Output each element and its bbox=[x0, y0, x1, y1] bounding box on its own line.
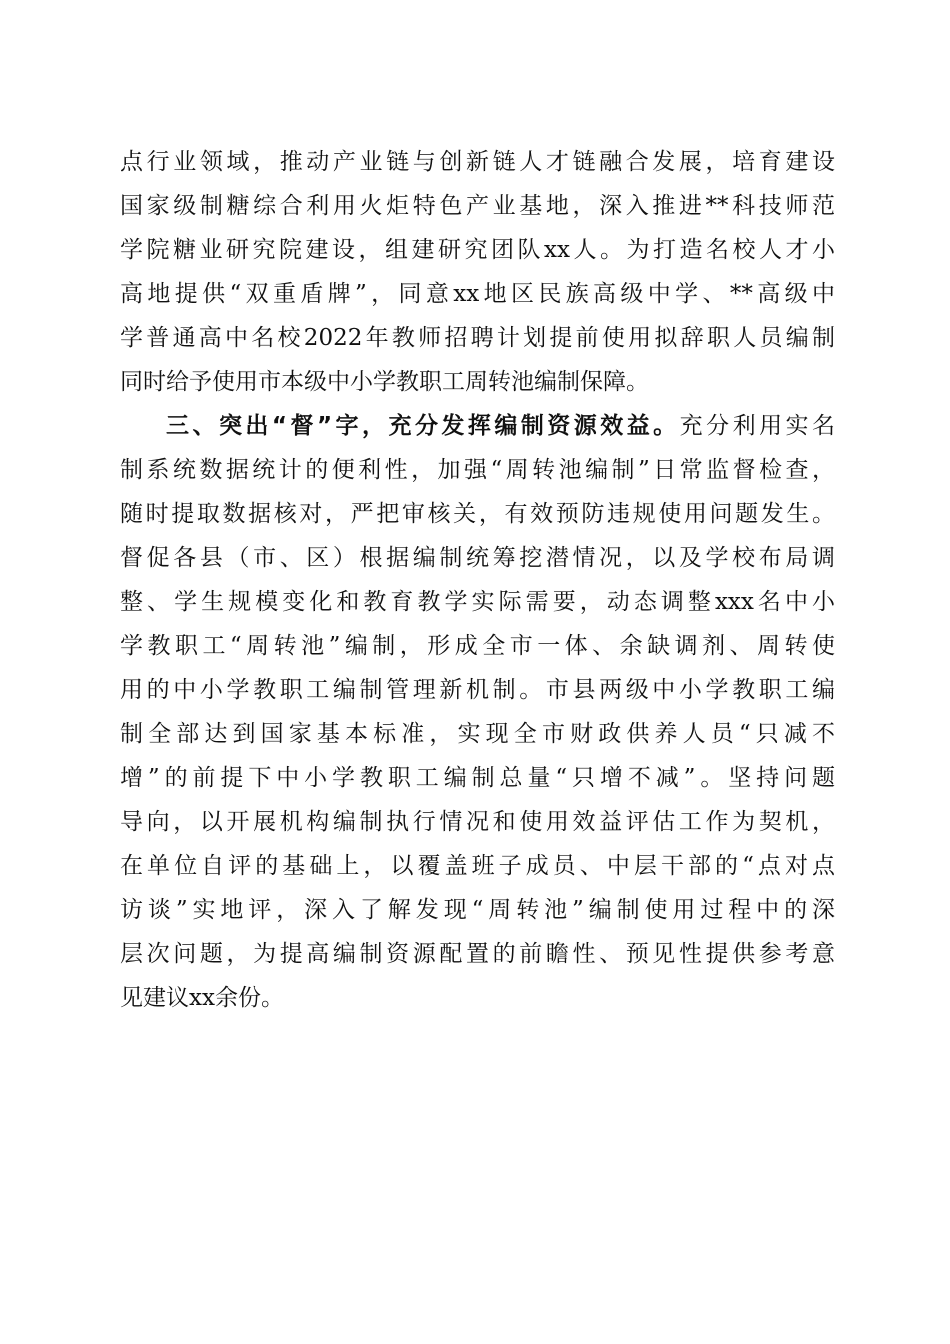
text-line: 增”的前提下中小学教职工编制总量“只增不减”。坚持问题 bbox=[120, 765, 835, 791]
text-line: 学院糖业研究院建设，组建研究团队xx人。为打造名校人才小 bbox=[120, 237, 835, 263]
text-line: 点行业领域，推动产业链与创新链人才链融合发展，培育建设 bbox=[120, 149, 835, 175]
text-line: 制系统数据统计的便利性，加强“周转池编制”日常监督检查， bbox=[120, 457, 835, 483]
text-line: 国家级制糖综合利用火炬特色产业基地，深入推进**科技师范 bbox=[120, 193, 835, 219]
text-line: 制全部达到国家基本标准，实现全市财政供养人员“只减不 bbox=[120, 721, 835, 747]
text-line: 随时提取数据核对，严把审核关，有效预防违规使用问题发生。 bbox=[120, 501, 835, 527]
text-line: 访谈”实地评，深入了解发现“周转池”编制使用过程中的深 bbox=[120, 897, 835, 923]
text-line: 同时给予使用市本级中小学教职工周转池编制保障。 bbox=[120, 369, 649, 395]
text-line: 用的中小学教职工编制管理新机制。市县两级中小学教职工编 bbox=[120, 677, 835, 703]
section-first-line bbox=[120, 404, 835, 448]
text-fragment: 充分利用实名 bbox=[679, 413, 836, 439]
text-line: 导向，以开展机构编制执行情况和使用效益评估工作为契机， bbox=[120, 809, 835, 835]
text-line: 高地提供“双重盾牌”，同意xx地区民族高级中学、**高级中 bbox=[120, 281, 835, 307]
section-heading: 三、突出“督”字，充分发挥编制资源效益。 bbox=[166, 413, 680, 439]
document-body bbox=[120, 140, 835, 1020]
text-line: 学教职工“周转池”编制，形成全市一体、余缺调剂、周转使 bbox=[120, 633, 835, 659]
paragraph-1 bbox=[120, 140, 835, 404]
text-line: 在单位自评的基础上，以覆盖班子成员、中层干部的“点对点 bbox=[120, 853, 835, 879]
paragraph-2 bbox=[120, 404, 835, 1020]
text-line: 层次问题，为提高编制资源配置的前瞻性、预见性提供参考意 bbox=[120, 941, 835, 967]
text-line: 督促各县（市、区）根据编制统筹挖潜情况，以及学校布局调 bbox=[120, 545, 835, 571]
text-line: 整、学生规模变化和教育教学实际需要，动态调整xxx名中小 bbox=[120, 589, 835, 615]
text-line: 学普通高中名校2022年教师招聘计划提前使用拟辞职人员编制 bbox=[120, 325, 835, 351]
text-line: 见建议xx余份。 bbox=[120, 985, 284, 1011]
